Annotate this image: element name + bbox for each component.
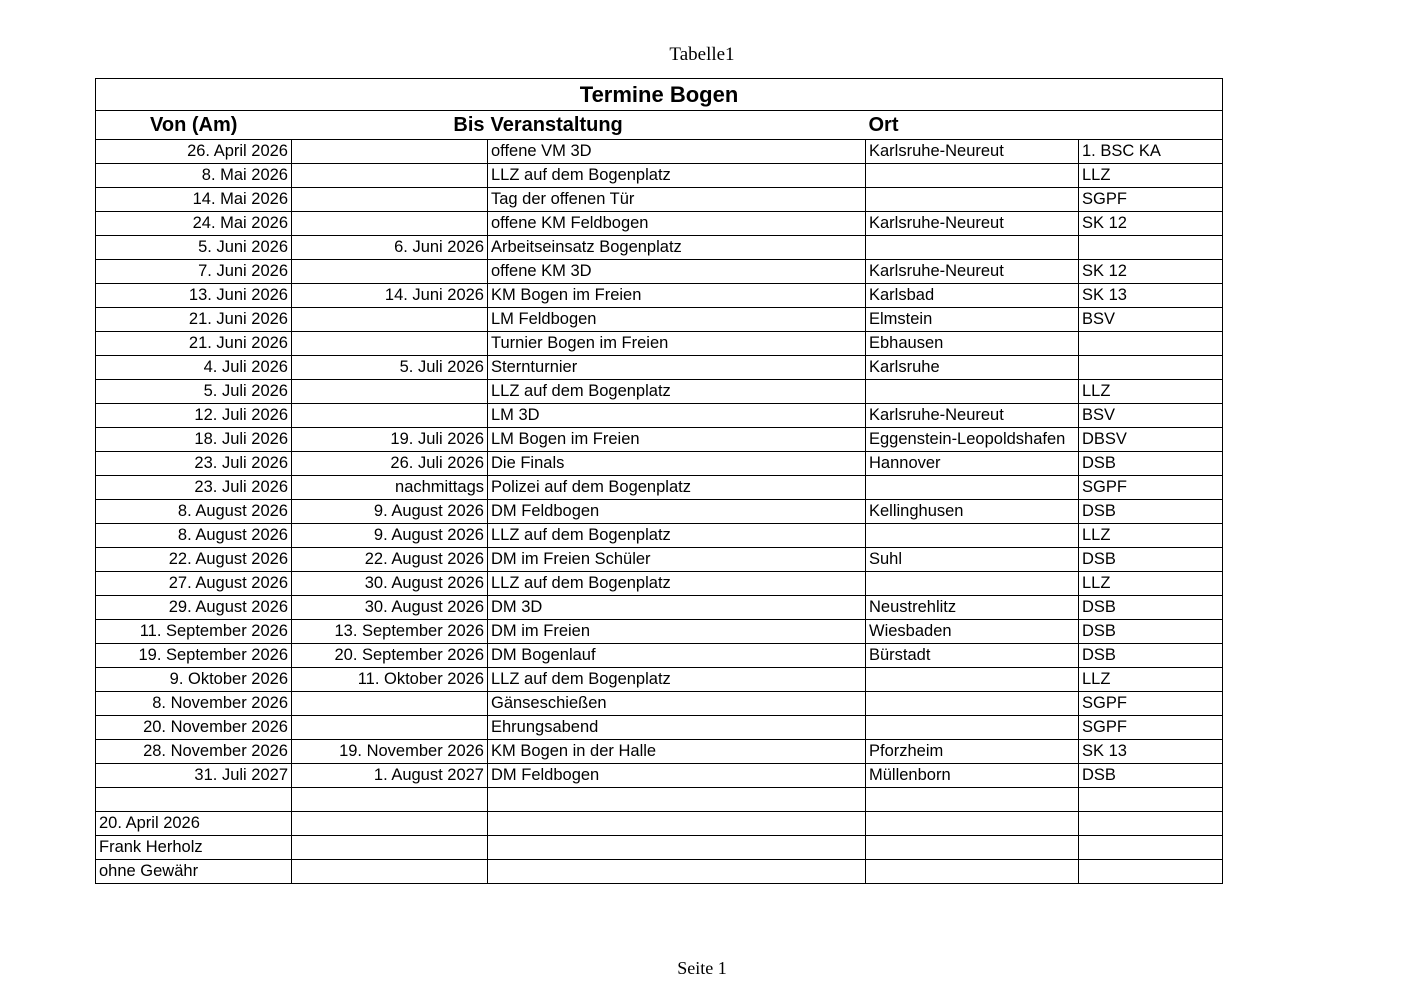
cell-veranstaltung: Tag der offenen Tür [488, 188, 866, 212]
table-row [96, 548, 1223, 572]
header-veranstaltung: Veranstaltung [488, 111, 866, 140]
cell-veranstaltung: DM Feldbogen [488, 764, 866, 788]
header-verein [1079, 111, 1223, 140]
cell-bis [292, 404, 488, 428]
cell-von: 8. November 2026 [96, 692, 292, 716]
cell-ort [866, 524, 1079, 548]
table-row [96, 380, 1223, 404]
cell-verein: BSV [1079, 308, 1223, 332]
empty-cell [292, 836, 488, 860]
cell-verein: DSB [1079, 764, 1223, 788]
cell-verein: LLZ [1079, 380, 1223, 404]
sheet-title: Tabelle1 [669, 44, 735, 65]
empty-cell [292, 812, 488, 836]
header-ort: Ort [866, 111, 1079, 140]
cell-von: 29. August 2026 [96, 596, 292, 620]
cell-ort: Suhl [866, 548, 1079, 572]
cell-ort: Karlsbad [866, 284, 1079, 308]
cell-veranstaltung: Turnier Bogen im Freien [488, 332, 866, 356]
cell-ort: Karlsruhe-Neureut [866, 404, 1079, 428]
cell-veranstaltung: offene KM 3D [488, 260, 866, 284]
cell-von: 11. September 2026 [96, 620, 292, 644]
cell-bis: 9. August 2026 [292, 500, 488, 524]
cell-bis [292, 164, 488, 188]
empty-cell [292, 860, 488, 884]
empty-cell [292, 788, 488, 812]
title-row [96, 79, 1223, 111]
cell-von: 19. September 2026 [96, 644, 292, 668]
empty-cell [866, 788, 1079, 812]
table-row [96, 284, 1223, 308]
cell-veranstaltung: offene KM Feldbogen [488, 212, 866, 236]
cell-von: 9. Oktober 2026 [96, 668, 292, 692]
cell-ort [866, 236, 1079, 260]
table-row [96, 500, 1223, 524]
empty-cell [866, 812, 1079, 836]
cell-verein [1079, 356, 1223, 380]
cell-veranstaltung: LM 3D [488, 404, 866, 428]
termine-table [95, 78, 1223, 884]
table-row [96, 140, 1223, 164]
cell-von: 24. Mai 2026 [96, 212, 292, 236]
cell-von: 13. Juni 2026 [96, 284, 292, 308]
header-von: Von (Am) [96, 111, 292, 140]
cell-bis: 13. September 2026 [292, 620, 488, 644]
cell-veranstaltung: Die Finals [488, 452, 866, 476]
empty-cell [866, 860, 1079, 884]
table-row [96, 188, 1223, 212]
table-row [96, 308, 1223, 332]
cell-von: 8. August 2026 [96, 524, 292, 548]
cell-verein: DSB [1079, 500, 1223, 524]
cell-veranstaltung: LLZ auf dem Bogenplatz [488, 380, 866, 404]
table-row [96, 716, 1223, 740]
cell-veranstaltung: LM Bogen im Freien [488, 428, 866, 452]
table-row [96, 164, 1223, 188]
cell-verein: DSB [1079, 620, 1223, 644]
cell-von: 5. Juli 2026 [96, 380, 292, 404]
cell-bis [292, 212, 488, 236]
page-footer: Seite 1 [677, 958, 727, 978]
cell-ort: Müllenborn [866, 764, 1079, 788]
cell-ort: Eggenstein-Leopoldshafen [866, 428, 1079, 452]
cell-ort [866, 692, 1079, 716]
cell-veranstaltung: DM Feldbogen [488, 500, 866, 524]
cell-verein: DBSV [1079, 428, 1223, 452]
table-row [96, 404, 1223, 428]
cell-verein: SK 13 [1079, 740, 1223, 764]
cell-bis [292, 188, 488, 212]
cell-ort: Elmstein [866, 308, 1079, 332]
cell-von: 23. Juli 2026 [96, 476, 292, 500]
cell-veranstaltung: Arbeitseinsatz Bogenplatz [488, 236, 866, 260]
cell-ort: Karlsruhe [866, 356, 1079, 380]
table-row [96, 452, 1223, 476]
cell-ort: Ebhausen [866, 332, 1079, 356]
cell-von: 27. August 2026 [96, 572, 292, 596]
cell-veranstaltung: LLZ auf dem Bogenplatz [488, 668, 866, 692]
empty-cell [866, 836, 1079, 860]
cell-verein: LLZ [1079, 164, 1223, 188]
table-row [96, 212, 1223, 236]
cell-veranstaltung: Gänseschießen [488, 692, 866, 716]
empty-cell [488, 860, 866, 884]
cell-veranstaltung: Polizei auf dem Bogenplatz [488, 476, 866, 500]
cell-verein [1079, 236, 1223, 260]
cell-ort: Neustrehlitz [866, 596, 1079, 620]
empty-cell [1079, 836, 1223, 860]
cell-verein: DSB [1079, 548, 1223, 572]
cell-verein: 1. BSC KA [1079, 140, 1223, 164]
table-row [96, 356, 1223, 380]
cell-veranstaltung: LLZ auf dem Bogenplatz [488, 164, 866, 188]
cell-von: 21. Juni 2026 [96, 308, 292, 332]
table-row [96, 764, 1223, 788]
cell-ort: Karlsruhe-Neureut [866, 260, 1079, 284]
cell-bis [292, 308, 488, 332]
empty-row [96, 788, 1223, 812]
table-row [96, 260, 1223, 284]
cell-ort [866, 380, 1079, 404]
empty-cell [1079, 812, 1223, 836]
cell-bis: 9. August 2026 [292, 524, 488, 548]
empty-cell [488, 788, 866, 812]
cell-veranstaltung: DM im Freien [488, 620, 866, 644]
cell-veranstaltung: offene VM 3D [488, 140, 866, 164]
cell-bis: 26. Juli 2026 [292, 452, 488, 476]
table-row [96, 524, 1223, 548]
cell-veranstaltung: DM Bogenlauf [488, 644, 866, 668]
cell-ort: Bürstadt [866, 644, 1079, 668]
note-row [96, 860, 1223, 884]
cell-verein: SK 12 [1079, 212, 1223, 236]
cell-bis: 20. September 2026 [292, 644, 488, 668]
cell-von: 4. Juli 2026 [96, 356, 292, 380]
cell-bis [292, 332, 488, 356]
cell-von: 14. Mai 2026 [96, 188, 292, 212]
cell-veranstaltung: Sternturnier [488, 356, 866, 380]
cell-von: 18. Juli 2026 [96, 428, 292, 452]
cell-ort: Wiesbaden [866, 620, 1079, 644]
cell-von: 26. April 2026 [96, 140, 292, 164]
cell-von: 22. August 2026 [96, 548, 292, 572]
cell-verein: SGPF [1079, 476, 1223, 500]
table-row [96, 692, 1223, 716]
header-bis: Bis [292, 111, 488, 140]
cell-veranstaltung: DM 3D [488, 596, 866, 620]
cell-ort: Karlsruhe-Neureut [866, 140, 1079, 164]
cell-bis [292, 716, 488, 740]
table-row [96, 740, 1223, 764]
cell-bis: nachmittags [292, 476, 488, 500]
cell-ort [866, 476, 1079, 500]
table-row [96, 668, 1223, 692]
cell-veranstaltung: KM Bogen im Freien [488, 284, 866, 308]
cell-ort: Pforzheim [866, 740, 1079, 764]
cell-von: 8. August 2026 [96, 500, 292, 524]
empty-cell [96, 788, 292, 812]
cell-bis [292, 140, 488, 164]
note-text: 20. April 2026 [96, 812, 292, 836]
table-row [96, 236, 1223, 260]
cell-von: 20. November 2026 [96, 716, 292, 740]
cell-ort [866, 188, 1079, 212]
cell-von: 23. Juli 2026 [96, 452, 292, 476]
cell-veranstaltung: KM Bogen in der Halle [488, 740, 866, 764]
cell-verein: BSV [1079, 404, 1223, 428]
cell-bis [292, 380, 488, 404]
cell-veranstaltung: LLZ auf dem Bogenplatz [488, 524, 866, 548]
note-text: ohne Gewähr [96, 860, 292, 884]
cell-veranstaltung: Ehrungsabend [488, 716, 866, 740]
cell-veranstaltung: LLZ auf dem Bogenplatz [488, 572, 866, 596]
cell-ort: Kellinghusen [866, 500, 1079, 524]
cell-von: 21. Juni 2026 [96, 332, 292, 356]
cell-veranstaltung: LM Feldbogen [488, 308, 866, 332]
cell-verein: DSB [1079, 644, 1223, 668]
cell-ort [866, 572, 1079, 596]
table-row [96, 596, 1223, 620]
cell-veranstaltung: DM im Freien Schüler [488, 548, 866, 572]
cell-verein [1079, 332, 1223, 356]
cell-ort [866, 668, 1079, 692]
table-title: Termine Bogen [96, 79, 1223, 111]
empty-cell [1079, 860, 1223, 884]
cell-ort [866, 164, 1079, 188]
cell-von: 31. Juli 2027 [96, 764, 292, 788]
cell-verein: DSB [1079, 596, 1223, 620]
empty-cell [488, 836, 866, 860]
cell-verein: LLZ [1079, 668, 1223, 692]
cell-verein: SGPF [1079, 188, 1223, 212]
cell-verein: SK 12 [1079, 260, 1223, 284]
note-row [96, 836, 1223, 860]
table-row [96, 620, 1223, 644]
cell-bis: 11. Oktober 2026 [292, 668, 488, 692]
cell-bis: 30. August 2026 [292, 596, 488, 620]
cell-verein: SGPF [1079, 716, 1223, 740]
cell-bis [292, 260, 488, 284]
cell-verein: DSB [1079, 452, 1223, 476]
cell-von: 5. Juni 2026 [96, 236, 292, 260]
cell-ort: Hannover [866, 452, 1079, 476]
table-row [96, 476, 1223, 500]
cell-bis: 30. August 2026 [292, 572, 488, 596]
cell-bis: 1. August 2027 [292, 764, 488, 788]
table-row [96, 644, 1223, 668]
cell-bis: 14. Juni 2026 [292, 284, 488, 308]
cell-bis: 19. November 2026 [292, 740, 488, 764]
table-row [96, 332, 1223, 356]
cell-bis: 6. Juni 2026 [292, 236, 488, 260]
cell-von: 8. Mai 2026 [96, 164, 292, 188]
cell-von: 12. Juli 2026 [96, 404, 292, 428]
cell-bis: 22. August 2026 [292, 548, 488, 572]
cell-bis: 5. Juli 2026 [292, 356, 488, 380]
note-text: Frank Herholz [96, 836, 292, 860]
cell-bis [292, 692, 488, 716]
header-row [96, 111, 1223, 140]
cell-ort [866, 716, 1079, 740]
empty-cell [1079, 788, 1223, 812]
cell-verein: SK 13 [1079, 284, 1223, 308]
cell-bis: 19. Juli 2026 [292, 428, 488, 452]
cell-verein: SGPF [1079, 692, 1223, 716]
cell-verein: LLZ [1079, 572, 1223, 596]
table-row [96, 428, 1223, 452]
empty-cell [488, 812, 866, 836]
table-row [96, 572, 1223, 596]
cell-ort: Karlsruhe-Neureut [866, 212, 1079, 236]
cell-verein: LLZ [1079, 524, 1223, 548]
cell-von: 28. November 2026 [96, 740, 292, 764]
note-row [96, 812, 1223, 836]
cell-von: 7. Juni 2026 [96, 260, 292, 284]
